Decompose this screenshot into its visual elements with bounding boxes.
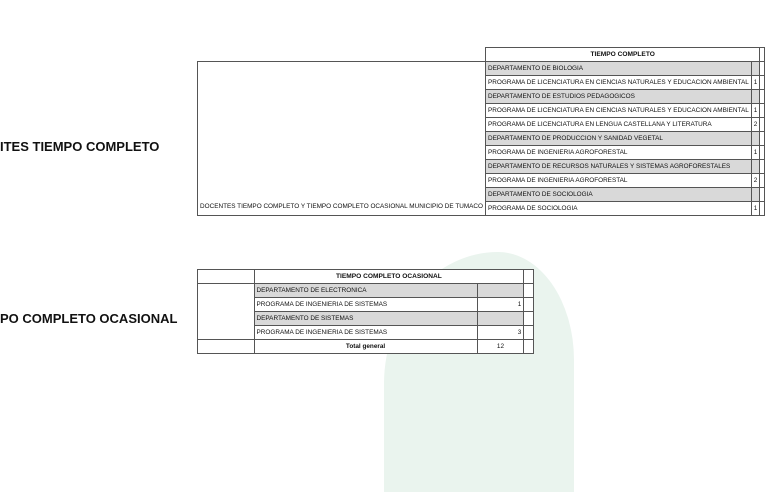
count-value: 1 <box>751 104 760 118</box>
total-spacer <box>198 340 255 354</box>
program-label: PROGRAMA DE LICENCIATURA EN LENGUA CASTELLANA Y LITERATURA <box>486 118 752 132</box>
tail-cell <box>760 90 765 104</box>
tail-cell <box>524 312 534 326</box>
group-cell <box>198 284 255 340</box>
table-row <box>198 62 765 76</box>
section-title-tiempo-completo-ocasional: PO COMPLETO OCASIONAL <box>0 311 178 326</box>
program-label: PROGRAMA DE SOCIOLOGIA <box>486 202 752 216</box>
table-header-row <box>198 270 534 284</box>
table-header-row <box>198 48 765 62</box>
department-label: DEPARTAMENTO DE SISTEMAS <box>254 312 477 326</box>
tail-cell <box>760 76 765 90</box>
tail-cell <box>760 160 765 174</box>
tail-cell <box>760 132 765 146</box>
column-header: TIEMPO COMPLETO <box>486 48 760 62</box>
tail-cell <box>760 118 765 132</box>
tail-cell <box>524 340 534 354</box>
tail-cell <box>760 104 765 118</box>
tail-cell <box>524 298 534 312</box>
header-spacer <box>198 270 255 284</box>
count-value: 3 <box>477 326 524 340</box>
count-value: 2 <box>751 118 760 132</box>
count-value <box>751 160 760 174</box>
tail-cell <box>524 326 534 340</box>
count-value <box>751 188 760 202</box>
department-label: DEPARTAMENTO DE RECURSOS NATURALES Y SISTEMAS AGROFORESTALES <box>486 160 752 174</box>
tail-cell <box>524 284 534 298</box>
column-header: TIEMPO COMPLETO OCASIONAL <box>254 270 524 284</box>
program-label: PROGRAMA DE INGENIERIA AGROFORESTAL <box>486 174 752 188</box>
count-value <box>751 62 760 76</box>
table-tiempo-completo-ocasional <box>197 269 534 354</box>
header-spacer <box>198 48 486 62</box>
count-value: 1 <box>751 202 760 216</box>
department-label: DEPARTAMENTO DE ELECTRONICA <box>254 284 477 298</box>
header-tail <box>524 270 534 284</box>
department-label: DEPARTAMENTO DE ESTUDIOS PEDAGOGICOS <box>486 90 752 104</box>
department-label: DEPARTAMENTO DE PRODUCCION Y SANIDAD VEGETAL <box>486 132 752 146</box>
tail-cell <box>760 202 765 216</box>
count-value <box>751 90 760 104</box>
group-label: DOCENTES TIEMPO COMPLETO Y TIEMPO COMPLETO OCASIONAL MUNICIPIO DE TUMACO <box>198 62 486 216</box>
count-value: 2 <box>751 174 760 188</box>
total-label: Total general <box>254 340 477 354</box>
tail-cell <box>760 62 765 76</box>
table-row <box>198 284 534 298</box>
count-value <box>477 312 524 326</box>
count-value: 1 <box>751 146 760 160</box>
program-label: PROGRAMA DE INGENIERIA AGROFORESTAL <box>486 146 752 160</box>
count-value <box>477 284 524 298</box>
program-label: PROGRAMA DE LICENCIATURA EN CIENCIAS NATURALES Y EDUCACION AMBIENTAL <box>486 104 752 118</box>
total-value: 12 <box>477 340 524 354</box>
total-row <box>198 340 534 354</box>
tail-cell <box>760 188 765 202</box>
department-label: DEPARTAMENTO DE SOCIOLOGIA <box>486 188 752 202</box>
count-value: 1 <box>751 76 760 90</box>
count-value <box>751 132 760 146</box>
table-tiempo-completo <box>197 47 765 216</box>
section-title-tiempo-completo: ITES TIEMPO COMPLETO <box>0 139 160 154</box>
department-label: DEPARTAMENTO DE BIOLOGIA <box>486 62 752 76</box>
count-value: 1 <box>477 298 524 312</box>
program-label: PROGRAMA DE INGENIERIA DE SISTEMAS <box>254 298 477 312</box>
header-tail <box>760 48 765 62</box>
program-label: PROGRAMA DE INGENIERIA DE SISTEMAS <box>254 326 477 340</box>
tail-cell <box>760 174 765 188</box>
tail-cell <box>760 146 765 160</box>
program-label: PROGRAMA DE LICENCIATURA EN CIENCIAS NATURALES Y EDUCACION AMBIENTAL <box>486 76 752 90</box>
